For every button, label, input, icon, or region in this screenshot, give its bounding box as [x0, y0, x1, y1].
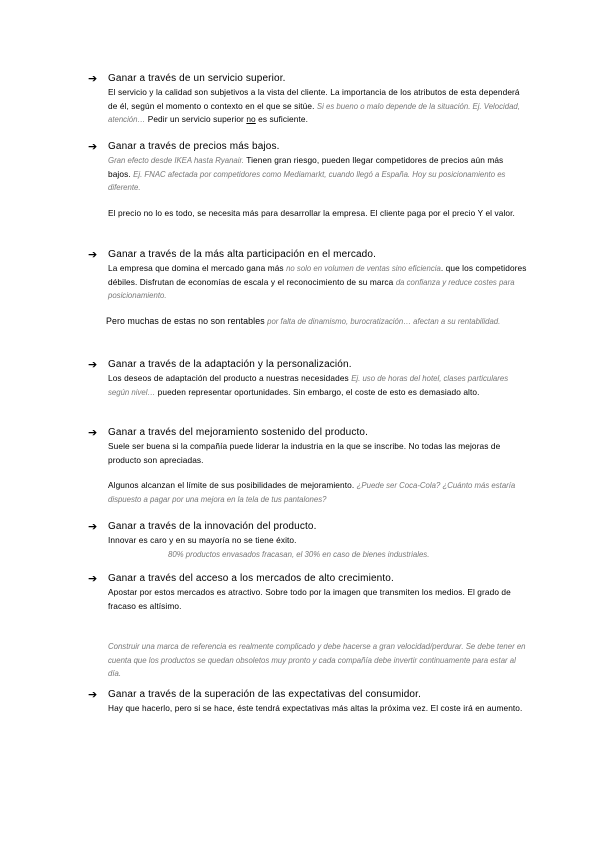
section-body: Los deseos de adaptación del producto a nuestras necesidades Ej. uso de horas del hotel, clases particulares según nivel… pueden representar oportunidades. Sin embargo, el coste de esto es demasiado alto. [108, 373, 509, 397]
section-adaptacion [88, 358, 528, 399]
section-body: Gran efecto desde IKEA hasta Ryanair. Tienen gran riesgo, pueden llegar competidores de precios aún más bajos. Ej. FNAC afectada por competidores como Mediamarkt, cuando llegó a España. Hoy su posicionamiento es diferente. [108, 155, 506, 193]
section-heading: Ganar a través del acceso a los mercados de alto crecimiento. [108, 573, 394, 584]
arrow-icon: ➔ [88, 249, 98, 261]
arrow-icon: ➔ [88, 359, 98, 371]
section-body: Innovar es caro y en su mayoría no se tiene éxito. [108, 535, 297, 545]
section-body: La empresa que domina el mercado gana más no solo en volumen de ventas sino eficiencia. que los competidores débiles. Disfrutan de economías de escala y el reconocimiento de su marca da confianza y reduce costes para posicionamiento. [108, 263, 527, 301]
section-note: 80% productos envasados fracasan, el 30% en caso de bienes industriales. [168, 549, 430, 559]
section-body: Hay que hacerlo, pero si se hace, éste tendrá expectativas más altas la próxima vez. El coste irá en aumento. [108, 703, 523, 713]
arrow-icon: ➔ [88, 427, 98, 439]
arrow-icon: ➔ [88, 141, 98, 153]
section-body: Suele ser buena si la compañía puede liderar la industria en la que se inscribe. No todas las mejoras de producto son apreciadas. [108, 441, 501, 465]
section-participacion-mercado [88, 248, 528, 328]
arrow-icon: ➔ [88, 689, 98, 701]
section-heading: Ganar a través del mejoramiento sostenido del producto. [108, 427, 369, 438]
section-alto-crecimiento [88, 572, 528, 613]
section-innovacion [88, 520, 528, 561]
arrow-icon: ➔ [88, 73, 98, 85]
section-heading: Ganar a través de la innovación del producto. [108, 521, 317, 532]
section-heading: Ganar a través de la superación de las expectativas del consumidor. [108, 689, 421, 700]
italic-note: Construir una marca de referencia es realmente complicado y debe hacerse a gran velocidad/perdurar. Se debe tener en cuenta que los productos se quedan obsoletos muy pronto y cada compañía debe invertir continuamente para estar al día. [108, 642, 526, 679]
section-heading: Ganar a través de la más alta participación en el mercado. [108, 249, 377, 260]
section-body: Apostar por estos mercados es atractivo. Sobre todo por la imagen que transmiten los medios. El grado de fracaso es altísimo. [108, 587, 511, 611]
arrow-icon: ➔ [88, 521, 98, 533]
section-paragraph: El precio no lo es todo, se necesita más para desarrollar la empresa. El cliente paga por el precio Y el valor. [108, 207, 515, 218]
section-heading: Ganar a través de la adaptación y la personalización. [108, 359, 352, 370]
section-expectativas [88, 688, 528, 716]
arrow-icon: ➔ [88, 573, 98, 585]
section-servicio-superior [88, 72, 528, 127]
section-mejoramiento [88, 426, 528, 506]
section-heading: Ganar a través de precios más bajos. [108, 141, 280, 152]
section-paragraph: Pero muchas de estas no son rentables por falta de dinamismo, burocratización… afectan a su rentabilidad. [106, 315, 501, 326]
section-body: El servicio y la calidad son subjetivos a la vista del cliente. La importancia de los atributos de esta dependerá de él, según el momento o contexto en el que se sitúe. Si es bueno o malo depende de la situación. Ej. Velocidad, atención… Pedir un servicio superior no es suficiente. [108, 87, 520, 125]
section-heading: Ganar a través de un servicio superior. [108, 73, 286, 84]
section-paragraph: Algunos alcanzan el límite de sus posibilidades de mejoramiento. ¿Puede ser Coca-Cola? ¿Cuánto más estaría dispuesto a pagar por una mejora en la tela de tus pantalones? [108, 480, 516, 504]
section-precios-bajos [88, 140, 528, 220]
